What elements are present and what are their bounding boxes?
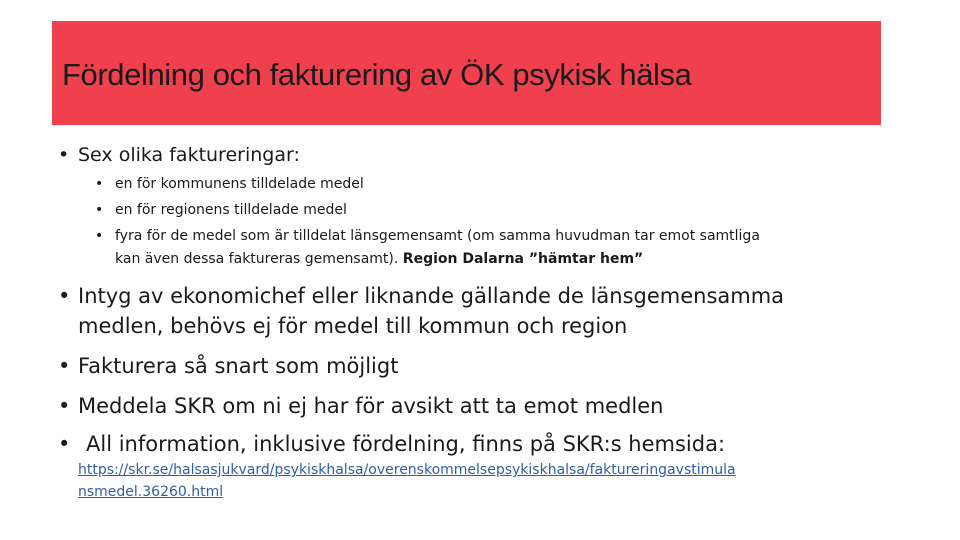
skr-link-line-1[interactable]: https://skr.se/halsasjukvard/psykiskhalsa/overenskommelsepsykiskhalsa/faktureringavstimula	[78, 462, 736, 478]
skr-link-line-2[interactable]: nsmedel.36260.html	[78, 484, 224, 500]
sub-bullet-bold-text: Region Dalarna ”hämtar hem”	[402, 251, 644, 267]
title-banner	[52, 21, 881, 125]
sub-bullet-cont-text: kan även dessa faktureras gemensamt).	[115, 251, 399, 267]
bullet-dot: •	[58, 284, 71, 308]
bullet-cont-text: medlen, behövs ej för medel till kommun och region	[78, 314, 628, 338]
sub-bullet-dot: •	[95, 228, 104, 244]
sub-bullet-text: en för kommunens tilldelade medel	[115, 176, 364, 192]
sub-bullet-text: en för regionens tilldelade medel	[115, 202, 347, 218]
sub-bullet-dot: •	[95, 176, 104, 192]
slide-title: Fördelning och fakturering av ÖK psykisk hälsa	[62, 57, 692, 92]
bullet-dot: •	[58, 432, 71, 456]
bullet-text: All information, inklusive fördelning, finns på SKR:s hemsida:	[86, 432, 726, 456]
bullet-dot: •	[58, 354, 71, 378]
bullet-text: Intyg av ekonomichef eller liknande gällande de länsgemensamma	[78, 284, 785, 308]
bullet-text: Meddela SKR om ni ej har för avsikt att ta emot medlen	[78, 394, 664, 418]
sub-bullet-dot: •	[95, 202, 104, 218]
sub-bullet-text: fyra för de medel som är tilldelat länsgemensamt (om samma huvudman tar emot samtliga	[115, 228, 760, 244]
bullet-dot: •	[58, 394, 71, 418]
bullet-dot: •	[58, 144, 70, 166]
bullet-text: Fakturera så snart som möjligt	[78, 354, 399, 378]
bullet-text: Sex olika faktureringar:	[78, 144, 300, 166]
